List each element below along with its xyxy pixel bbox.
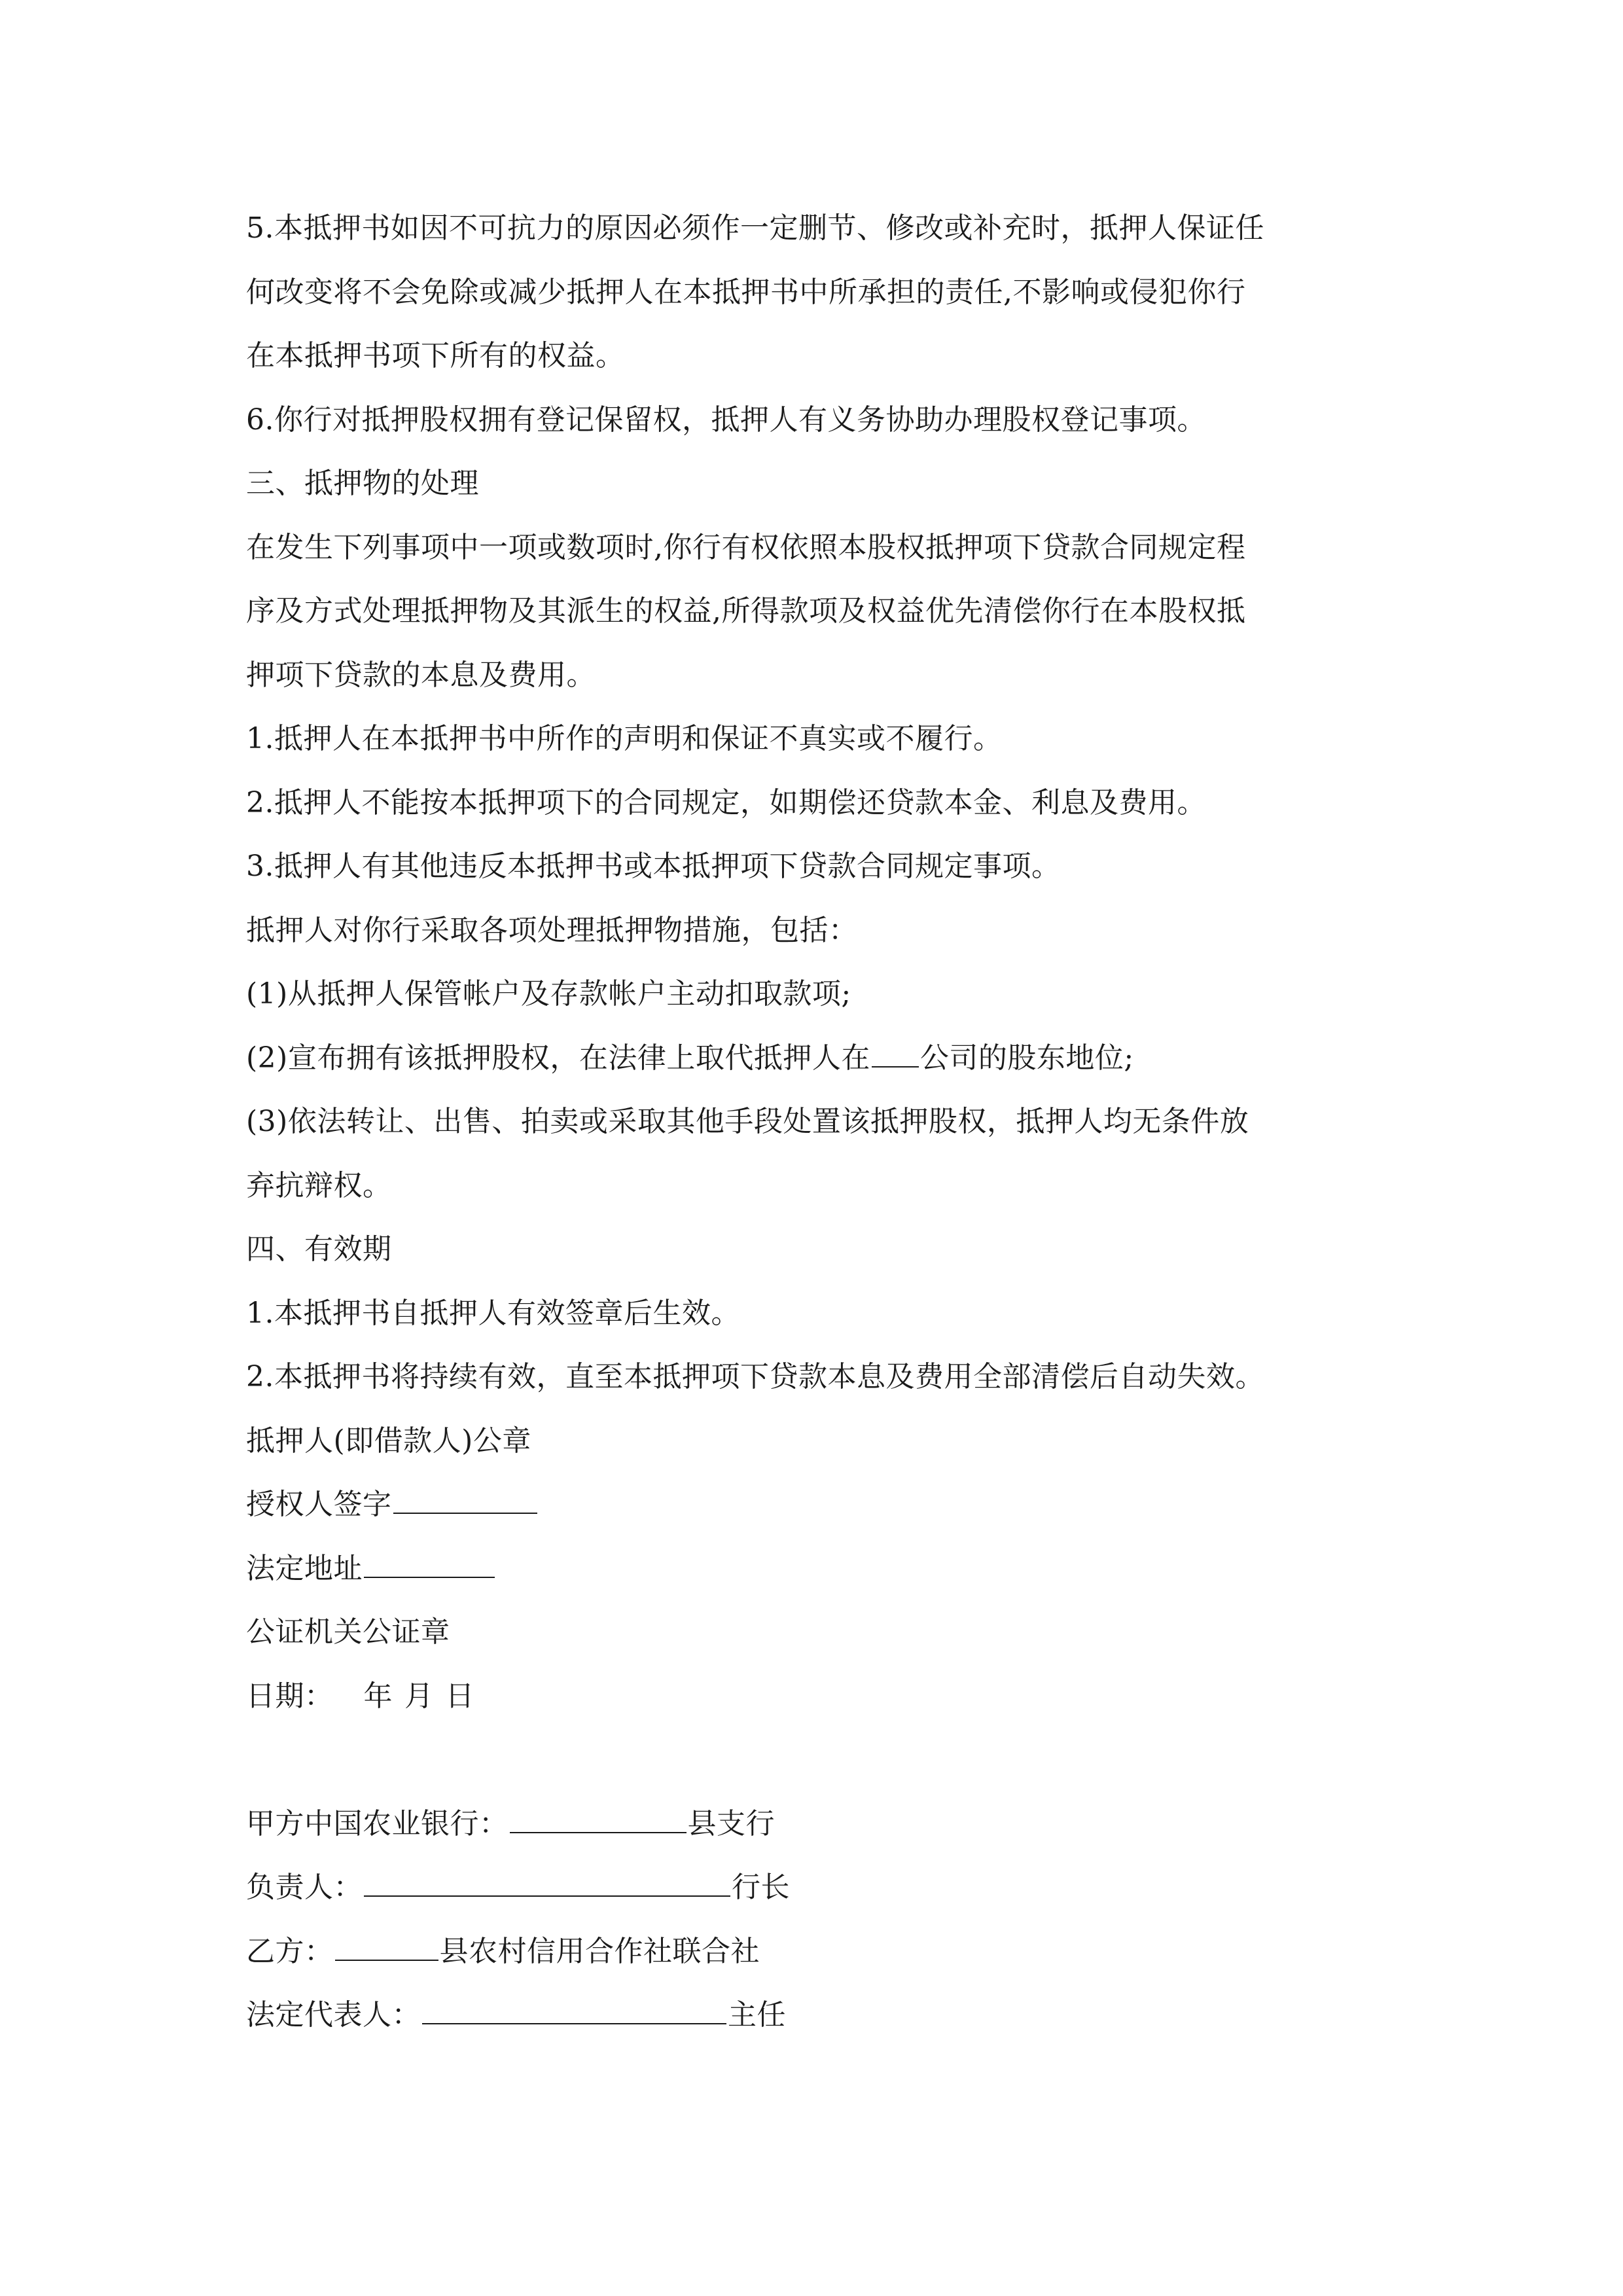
validity-item-2: 2.本抵押书将持续有效，直至本抵押项下贷款本息及费用全部清偿后自动失效。 bbox=[246, 1360, 1264, 1393]
mortgagor-seal-label: 抵押人(即借款人)公章 bbox=[246, 1424, 531, 1458]
section-3-heading: 三、抵押物的处理 bbox=[246, 467, 479, 500]
default-item-1: 1.抵押人在本抵押书中所作的声明和保证不真实或不履行。 bbox=[246, 722, 1003, 755]
party-a-row bbox=[246, 1792, 1411, 1856]
document-body bbox=[246, 196, 1411, 2047]
validity-item-1: 1.本抵押书自抵押人有效签章后生效。 bbox=[246, 1296, 740, 1330]
date-label: 日期： bbox=[246, 1679, 334, 1713]
responsible-person-label: 负责人： bbox=[246, 1871, 363, 1904]
clause-5-line-2: 何改变将不会免除或减少抵押人在本抵押书中所承担的责任,不影响或侵犯你行 bbox=[246, 275, 1246, 309]
party-a-suffix: 县支行 bbox=[687, 1806, 775, 1840]
legal-address-label: 法定地址 bbox=[246, 1551, 363, 1585]
legal-representative-row bbox=[246, 1983, 1411, 2047]
notary-seal-label: 公证机关公证章 bbox=[246, 1615, 450, 1649]
clause-6: 6.你行对抵押股权拥有登记保留权，抵押人有义务协助办理股权登记事项。 bbox=[246, 403, 1206, 437]
section-4-heading: 四、有效期 bbox=[246, 1232, 392, 1266]
measure-1: (1)从抵押人保管帐户及存款帐户主动扣取款项; bbox=[246, 977, 851, 1011]
section-3-intro-line-1: 在发生下列事项中一项或数项时,你行有权依照本股权抵押项下贷款合同规定程 bbox=[246, 530, 1246, 564]
authorized-signature-label: 授权人签字 bbox=[246, 1488, 392, 1521]
section-3-intro-line-2: 序及方式处理抵押物及其派生的权益,所得款项及权益优先清偿你行在本股权抵 bbox=[246, 594, 1246, 628]
date-year: 年 bbox=[363, 1679, 393, 1713]
legal-address-blank[interactable] bbox=[364, 1552, 495, 1578]
date-row bbox=[246, 1664, 1411, 1729]
party-b-label: 乙方： bbox=[246, 1934, 334, 1968]
date-day: 日 bbox=[445, 1679, 474, 1713]
measure-2-text-before: (2)宣布拥有该抵押股权，在法律上取代抵押人在 bbox=[246, 1041, 870, 1075]
measure-3-line-1: (3)依法转让、出售、拍卖或采取其他手段处置该抵押股权，抵押人均无条件放 bbox=[246, 1105, 1249, 1138]
measure-2 bbox=[246, 1026, 1411, 1090]
party-b-row bbox=[246, 1920, 1411, 1984]
measure-2-text-after: 公司的股东地位; bbox=[919, 1041, 1134, 1075]
default-item-2: 2.抵押人不能按本抵押项下的合同规定，如期偿还贷款本金、利息及费用。 bbox=[246, 785, 1206, 819]
measure-3-line-2: 弃抗辩权。 bbox=[246, 1168, 392, 1202]
authorized-signature-row bbox=[246, 1473, 1411, 1537]
default-item-3: 3.抵押人有其他违反本抵押书或本抵押项下贷款合同规定事项。 bbox=[246, 850, 1061, 883]
legal-representative-label: 法定代表人： bbox=[246, 1998, 421, 2032]
party-a-blank[interactable] bbox=[510, 1807, 687, 1833]
responsible-person-row bbox=[246, 1856, 1411, 1920]
authorized-signature-blank[interactable] bbox=[393, 1488, 537, 1514]
section-3-intro-line-3: 押项下贷款的本息及费用。 bbox=[246, 658, 596, 692]
company-name-blank[interactable] bbox=[872, 1041, 919, 1067]
spacer bbox=[246, 1728, 1411, 1792]
clause-5-line-3: 在本抵押书项下所有的权益。 bbox=[246, 339, 625, 372]
party-a-label: 甲方中国农业银行： bbox=[246, 1806, 508, 1840]
legal-representative-suffix: 主任 bbox=[728, 1998, 786, 2032]
party-b-blank[interactable] bbox=[335, 1935, 438, 1961]
clause-5-line-1: 5.本抵押书如因不可抗力的原因必须作一定删节、修改或补充时，抵押人保证任 bbox=[246, 211, 1264, 245]
responsible-person-suffix: 行长 bbox=[732, 1871, 790, 1904]
date-month: 月 bbox=[404, 1679, 434, 1713]
measures-intro: 抵押人对你行采取各项处理抵押物措施，包括： bbox=[246, 913, 858, 947]
responsible-person-blank[interactable] bbox=[364, 1871, 730, 1897]
legal-address-row bbox=[246, 1537, 1411, 1601]
party-b-suffix: 县农村信用合作社联合社 bbox=[439, 1934, 760, 1968]
legal-representative-blank[interactable] bbox=[422, 1998, 726, 2024]
